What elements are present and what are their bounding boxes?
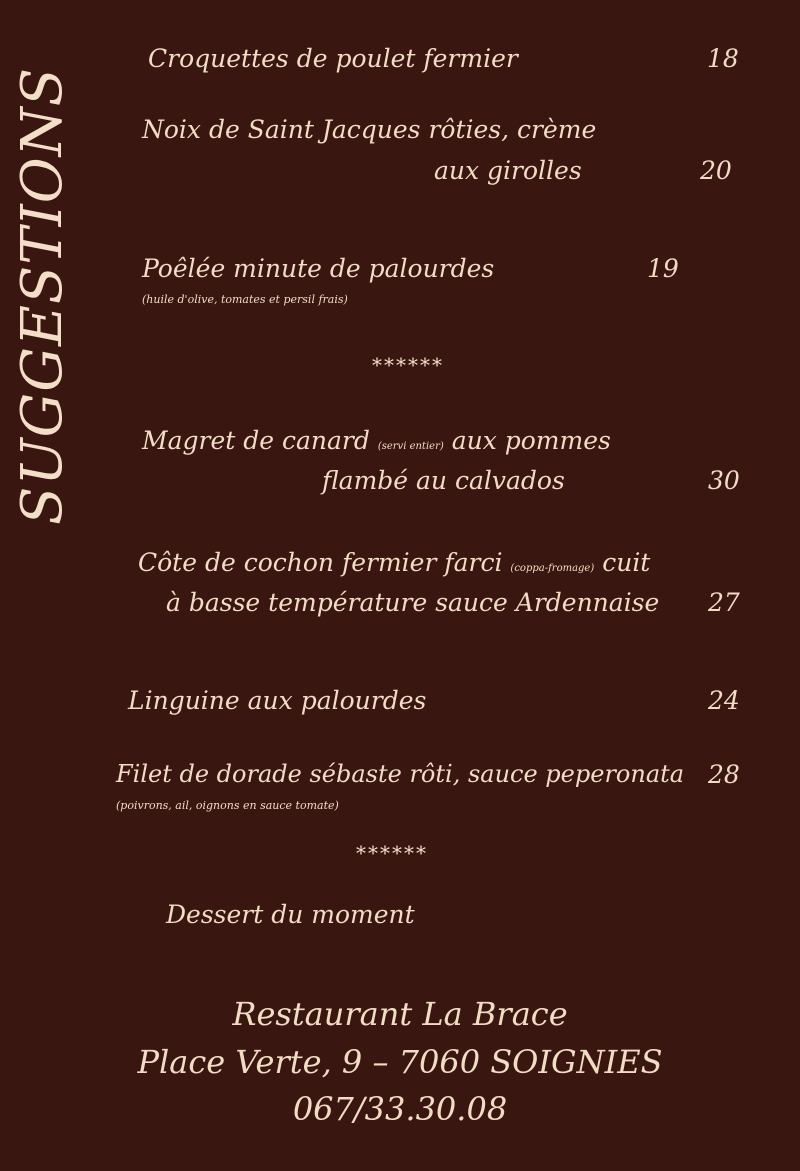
item-cochon-text-b: cuit — [594, 548, 651, 577]
item-cochon-text-a: Côte de cochon fermier farci — [138, 548, 511, 577]
item-magret-text-b: aux pommes — [443, 426, 611, 455]
item-palourdes-price: 19 — [647, 254, 679, 283]
item-dorade-name: Filet de dorade sébaste rôti, sauce peperonata — [116, 760, 685, 788]
restaurant-name: Restaurant La Brace — [232, 995, 568, 1033]
item-croquettes-name: Croquettes de poulet fermier — [148, 44, 518, 73]
separator-stars: ****** — [372, 353, 444, 377]
item-linguine-name: Linguine aux palourdes — [128, 686, 427, 715]
separator-stars-2: ****** — [356, 841, 428, 865]
item-magret-line2: flambé au calvados — [322, 466, 565, 495]
item-magret-price: 30 — [708, 466, 740, 495]
item-cochon-line2: à basse température sauce Ardennaise — [166, 588, 660, 617]
item-cochon-price: 27 — [708, 588, 740, 617]
item-dessert-name: Dessert du moment — [166, 900, 415, 929]
item-dorade-price: 28 — [708, 760, 740, 789]
item-saint-jacques-price: 20 — [700, 156, 732, 185]
item-saint-jacques-line1: Noix de Saint Jacques rôties, crème — [142, 115, 597, 144]
restaurant-address: Place Verte, 9 – 7060 SOIGNIES — [137, 1043, 663, 1081]
item-linguine-price: 24 — [708, 686, 740, 715]
item-magret-line1 — [142, 428, 611, 453]
item-dorade-note: (poivrons, ail, oignons en sauce tomate) — [116, 799, 339, 812]
item-palourdes-note: (huile d'olive, tomates et persil frais) — [142, 293, 348, 306]
item-palourdes-name: Poêlée minute de palourdes — [142, 254, 495, 283]
item-cochon-note: (coppa-fromage) — [510, 563, 595, 574]
restaurant-phone: 067/33.30.08 — [292, 1090, 508, 1128]
item-magret-note: (servi entier) — [377, 441, 444, 452]
item-saint-jacques-line2: aux girolles — [434, 156, 582, 185]
item-magret-text-a: Magret de canard — [142, 426, 378, 455]
menu-title: SUGGESTIONS — [10, 66, 75, 525]
item-cochon-line1 — [138, 550, 650, 575]
item-croquettes-price: 18 — [707, 44, 739, 73]
